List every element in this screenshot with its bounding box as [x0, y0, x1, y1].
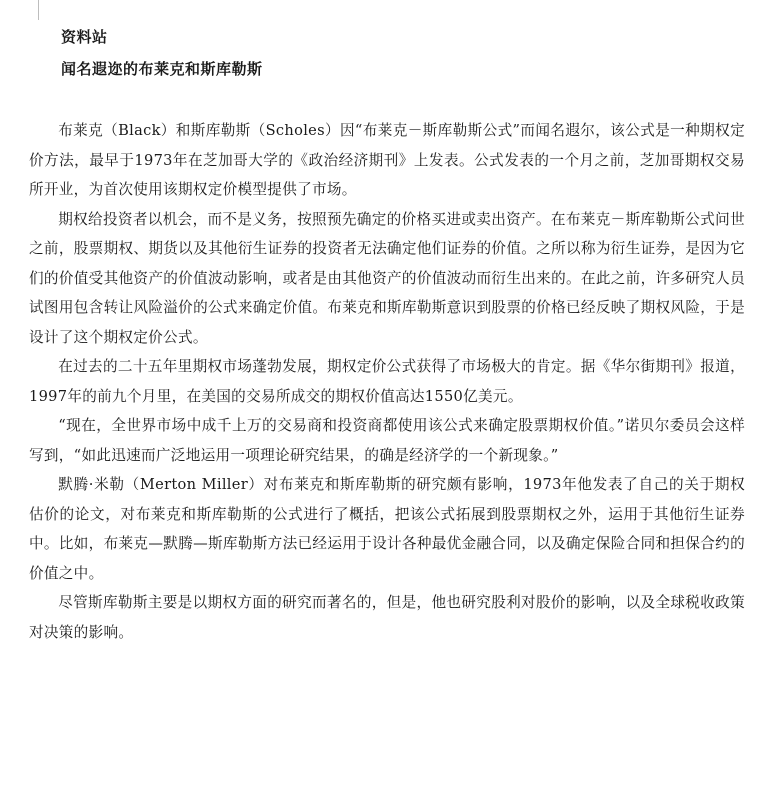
paragraph-3: 在过去的二十五年里期权市场蓬勃发展，期权定价公式获得了市场极大的肯定。据《华尔街期刊》报道，1997年的前九个月里，在美国的交易所成交的期权价值高达1550亿美元。 [29, 358, 745, 405]
section-title: 闻名遐迩的布莱克和斯库勒斯 [61, 60, 263, 78]
paragraph-2: 期权给投资者以机会，而不是义务，按照预先确定的价格买进或卖出资产。在布莱克－斯库勒斯公式问世之前，股票期权、期货以及其他衍生证券的投资者无法确定他们证券的价值。之所以称为衍生证券，是因为它们的价值受其他资产的价值波动影响，或者是由其他资产的价值波动而衍生出来的。在此之前，许多研究人员试图用包含转让风险溢价的公式来确定价值。布莱克和斯库勒斯意识到股票的价格已经反映了期权风险，于是设计了这个期权定价公式。 [29, 210, 745, 346]
paragraph-6: 尽管斯库勒斯主要是以期权方面的研究而著名的，但是，他也研究股利对股价的影响，以及全球税收政策对决策的影响。 [29, 594, 745, 641]
paragraph-5: 默腾·米勒（Merton Miller）对布莱克和斯库勒斯的研究颇有影响，1973年他发表了自己的关于期权估价的论文，对布莱克和斯库勒斯的公式进行了概括，把该公式拓展到股票期权之外，运用于其他衍生证券中。比如，布莱克—默腾—斯库勒斯方法已经运用于设计各种最优金融合同，以及确定保险合同和担保合约的价值之中。 [29, 476, 745, 582]
margin-rule [38, 0, 39, 20]
section-label: 资料站 [61, 28, 108, 46]
paragraph-1: 布莱克（Black）和斯库勒斯（Scholes）因“布莱克－斯库勒斯公式”而闻名遐尔，该公式是一种期权定价方法，最早于1973年在芝加哥大学的《政治经济期刊》上发表。公式发表的一个月之前，芝加哥期权交易所开业，为首次使用该期权定价模型提供了市场。 [29, 122, 745, 198]
paragraph-4: “现在，全世界市场中成千上万的交易商和投资商都使用该公式来确定股票期权价值。”诺贝尔委员会这样写到，“如此迅速而广泛地运用一项理论研究结果，的确是经济学的一个新现象。” [29, 417, 745, 464]
article-body [29, 116, 745, 647]
